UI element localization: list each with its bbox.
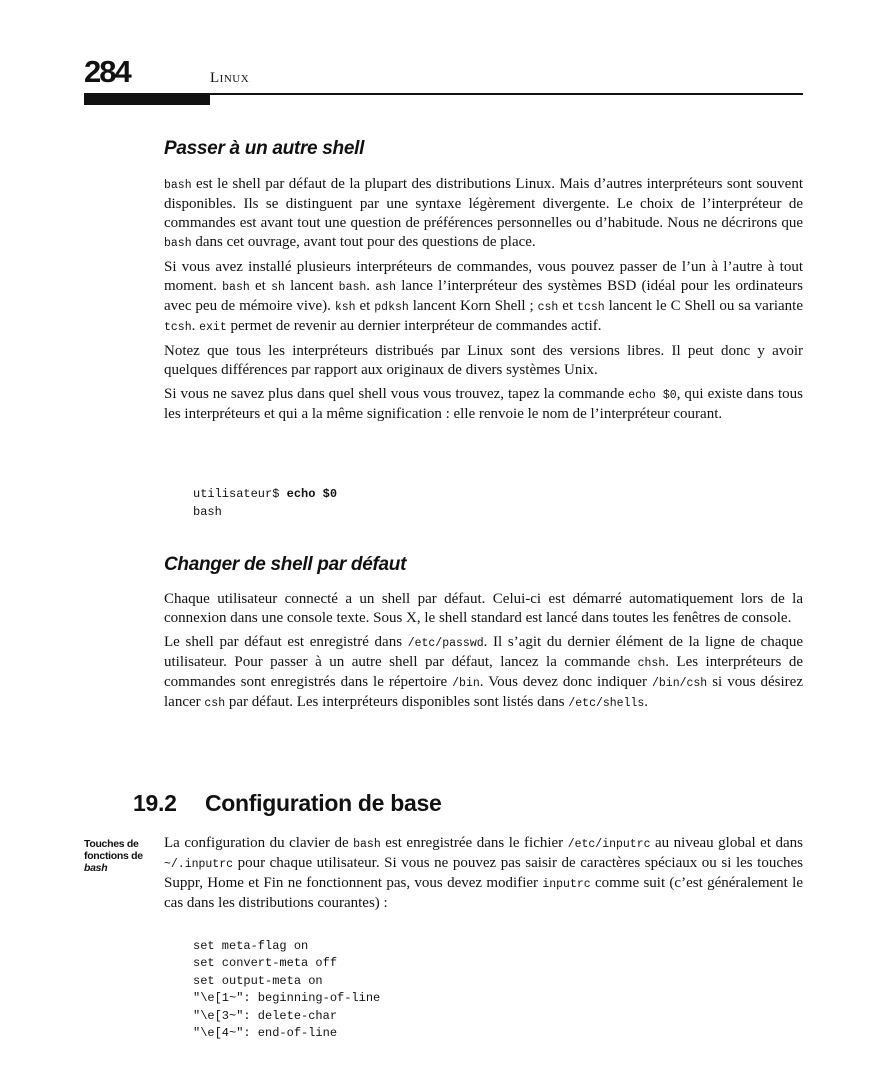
text-run: lancent le C Shell ou sa variante [604, 298, 803, 314]
paragraph [164, 258, 803, 337]
inline-code: pdksh [374, 301, 409, 314]
inline-code: tcsh [577, 301, 605, 314]
margin-note-line: fonctions de [84, 850, 143, 862]
code-line: "\e[3~": delete-char [193, 1008, 338, 1023]
text-run: . Vous devez donc indiquer [479, 674, 652, 690]
inline-code: csh [537, 301, 559, 314]
text-run: permet de revenir au dernier interpréteur de commandes actif. [226, 318, 602, 334]
inline-code: exit [199, 321, 227, 334]
inline-code: echo $0 [628, 389, 677, 402]
code-line: "\e[1~": beginning-of-line [193, 991, 381, 1005]
section2-body [164, 590, 803, 718]
text-run: . [644, 694, 649, 710]
section3-body [164, 834, 803, 918]
margin-note [84, 838, 162, 874]
inline-code: csh [204, 697, 226, 710]
text-run: Si vous avez installé plusieurs interpréteurs de commandes, vous pouvez passer de l’un à l’autre à tout moment. [164, 259, 803, 294]
paragraph [164, 342, 803, 380]
inline-code: inputrc [542, 878, 591, 891]
inline-code: chsh [637, 657, 666, 670]
running-head: Linux [210, 70, 250, 86]
paragraph [164, 834, 803, 913]
text-run: . [366, 278, 376, 294]
margin-note-line: bash [84, 862, 108, 874]
inline-code: bash [353, 838, 381, 851]
inline-code: tcsh [164, 321, 192, 334]
paragraph [164, 175, 803, 253]
paragraph [164, 385, 803, 424]
inline-code: /bin [452, 677, 480, 690]
text-run: dans cet ouvrage, avant tout pour des questions de place. [191, 234, 536, 250]
inline-code: bash [338, 281, 367, 294]
code-prompt: utilisateur$ [193, 487, 287, 501]
inline-code: /etc/inputrc [567, 838, 651, 851]
code-line: set convert-meta off [193, 956, 338, 970]
inline-code: /bin/csh [652, 677, 708, 690]
text-run: . [191, 318, 200, 334]
text-run: lancent Korn Shell ; [408, 298, 538, 314]
text-run: et [249, 278, 272, 294]
text-run: pour chaque utilisateur. Si vous ne pouvez pas saisir de caractères spéciaux ou si les touches Suppr, Home et Fin ne fonctionnent pas, vous devez modifier [164, 855, 803, 891]
code-output: bash [193, 504, 222, 519]
text-run: . Il s’agit du dernier élément de la ligne de chaque utilisateur. Pour passer à un autre shell par défaut, lancez la commande [164, 634, 804, 670]
section-heading-changer-shell: Changer de shell par défaut [164, 554, 407, 575]
text-run: par défaut. Les interpréteurs disponibles sont listés dans [225, 694, 569, 710]
code-line: "\e[4~": end-of-line [193, 1026, 338, 1040]
text-run: . Les interpréteurs de commandes sont enregistrés dans le répertoire [164, 654, 803, 690]
inline-code: /etc/shells [568, 697, 645, 710]
text-run: Chaque utilisateur connecté a un shell par défaut. Celui-ci est démarré automatiquement lors de la connexion dans une console texte. Sous X, le shell standard est lancé dans toutes les fenêtres de console. [164, 591, 803, 626]
margin-note-line: Touches de [84, 838, 139, 850]
inline-code: ~/.inputrc [164, 858, 234, 871]
section-number: 19.2 [133, 790, 177, 816]
text-run: comme suit (c’est généralement le cas dans les distributions courantes) : [164, 875, 803, 911]
page-number: 284 [84, 54, 130, 89]
inline-code: bash [164, 179, 192, 192]
code-command: echo $0 [286, 487, 338, 501]
code-line: set meta-flag on [193, 938, 309, 953]
text-run: est enregistrée dans le fichier [380, 835, 568, 851]
text-run: et [355, 298, 375, 314]
code-block-echo [193, 486, 337, 521]
text-run: La configuration du clavier de [164, 835, 354, 851]
paragraph [164, 633, 803, 713]
text-run: Notez que tous les interpréteurs distribués par Linux sont des versions libres. Il peut donc y avoir quelques différences par rapport aux originaux de divers systèmes Unix. [164, 343, 803, 378]
text-run: et [558, 298, 578, 314]
section-heading-passer-shell: Passer à un autre shell [164, 138, 365, 159]
text-run: lancent [284, 278, 339, 294]
section-title: Configuration de base [205, 790, 442, 816]
inline-code: bash [164, 237, 192, 250]
header-bar [84, 95, 210, 105]
paragraph [164, 590, 803, 628]
code-block-inputrc [193, 920, 380, 1060]
section1-body [164, 175, 803, 429]
code-line: set output-meta on [193, 973, 323, 988]
inline-code: ksh [334, 301, 356, 314]
text-run: est le shell par défaut de la plupart des distributions Linux. Mais d’autres interpréteurs sont souvent disponibles. Ils se distinguent par une syntaxe légèrement divergente. Le choix de l’interpréteur de commandes est avant tout une question de préférences personnelles ou d’habitude. Nous ne décrirons que [164, 176, 803, 231]
chapter-section-heading [133, 790, 442, 817]
text-run: Si vous ne savez plus dans quel shell vous vous trouvez, tapez la commande [164, 386, 629, 402]
inline-code: /etc/passwd [407, 637, 484, 650]
inline-code: ash [375, 281, 396, 294]
text-run: lance l’interpréteur des systèmes BSD (idéal pour les ordinateurs avec peu de mémoire vive). [164, 278, 804, 314]
text-run: , qui existe dans tous les interpréteurs et qui a la même signification : elle renvoie le nom de l’interpréteur courant. [164, 386, 803, 422]
text-run: Le shell par défaut est enregistré dans [164, 634, 408, 650]
inline-code: sh [271, 281, 285, 294]
text-run: si vous désirez lancer [164, 674, 803, 710]
inline-code: bash [222, 281, 250, 294]
text-run: au niveau global et dans [650, 835, 803, 851]
